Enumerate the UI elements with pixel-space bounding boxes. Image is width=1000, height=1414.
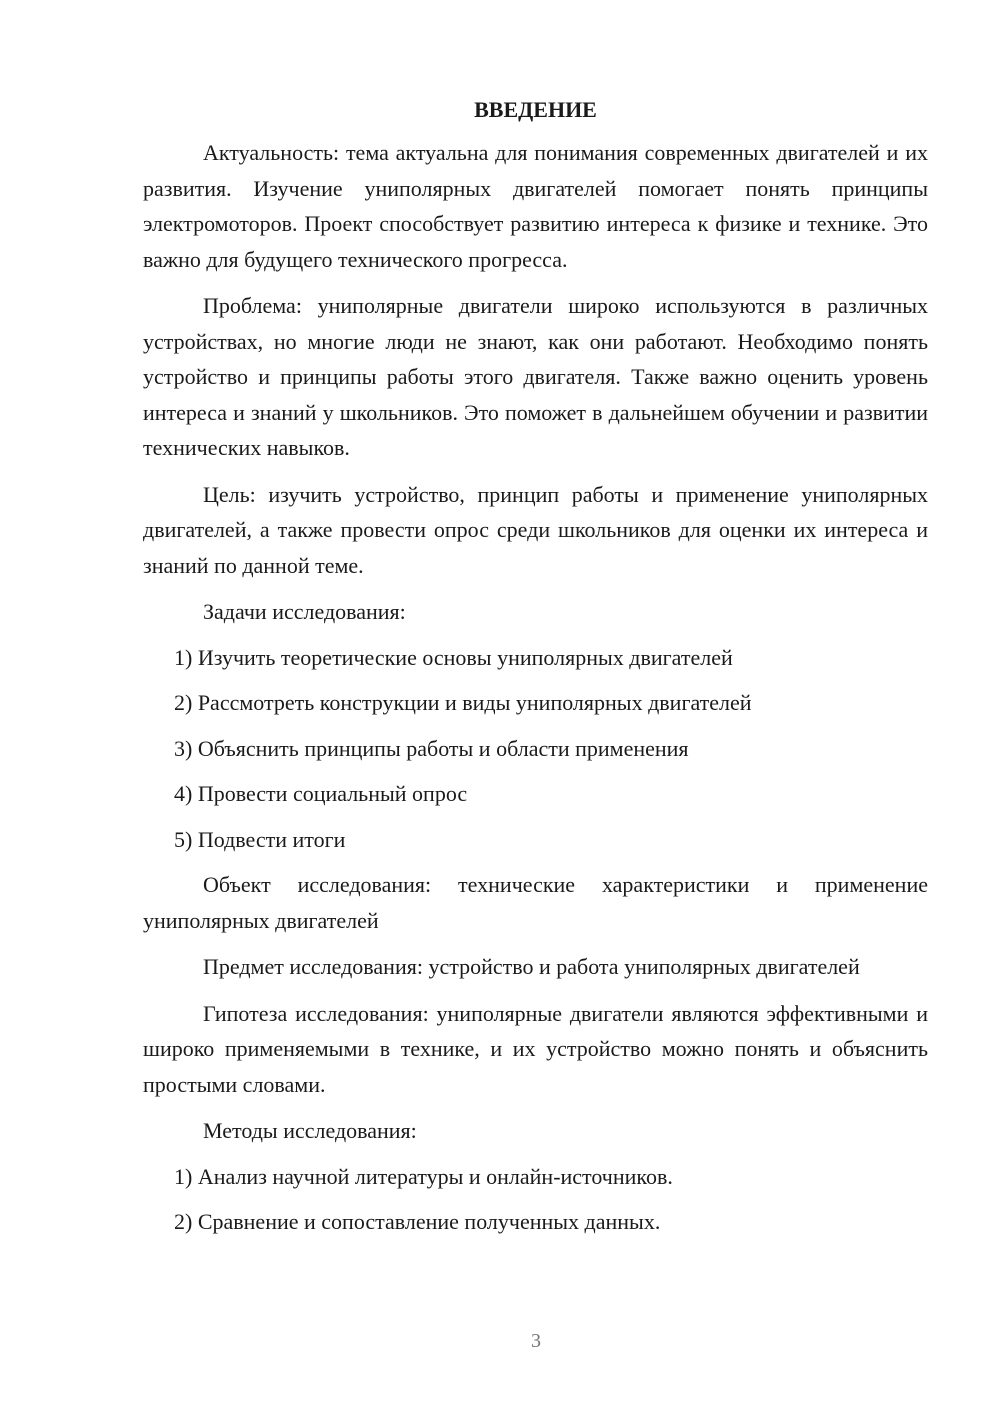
problem-paragraph: Проблема: униполярные двигатели широко используются в различных устройствах, но многие люди не знают, как они работают. Необходимо понять устройство и принципы работы этого двигателя. Также важно оценить уровень интереса и знаний у школьников. Это поможет в дальнейшем обучении и развитии технических навыков. bbox=[143, 293, 928, 460]
hypothesis-paragraph: Гипотеза исследования: униполярные двигатели являются эффективными и широко применяемыми в технике, и их устройство можно понять и объяснить простыми словами. bbox=[143, 1000, 928, 1097]
object-paragraph: Объект исследования: технические характеристики и применение униполярных двигателей bbox=[143, 872, 928, 933]
page-title: ВВЕДЕНИЕ bbox=[474, 97, 597, 122]
task-item: 5) Подвести итоги bbox=[174, 826, 346, 852]
task-item: 2) Рассмотреть конструкции и виды униполярных двигателей bbox=[174, 690, 752, 715]
method-item: 1) Анализ научной литературы и онлайн-источников. bbox=[174, 1163, 673, 1189]
page-content bbox=[143, 92, 928, 1240]
task-item: 4) Провести социальный опрос bbox=[174, 781, 468, 806]
tasks-label: Задачи исследования: bbox=[203, 599, 406, 624]
task-item: 3) Объяснить принципы работы и области применения bbox=[174, 735, 689, 761]
relevance-paragraph: Актуальность: тема актуальна для понимания современных двигателей и их развития. Изучение униполярных двигателей помогает понять принципы электромоторов. Проект способствует развитию интереса к физике и технике. Это важно для будущего технического прогресса. bbox=[143, 140, 928, 272]
method-item: 2) Сравнение и сопоставление полученных данных. bbox=[174, 1209, 661, 1234]
subject-paragraph: Предмет исследования: устройство и работа униполярных двигателей bbox=[203, 954, 860, 979]
goal-paragraph: Цель: изучить устройство, принцип работы и применение униполярных двигателей, а также провести опрос среди школьников для оценки их интереса и знаний по данной теме. bbox=[143, 481, 928, 578]
task-item: 1) Изучить теоретические основы униполярных двигателей bbox=[174, 644, 733, 670]
methods-label: Методы исследования: bbox=[203, 1118, 417, 1143]
page-number: 3 bbox=[531, 1330, 541, 1352]
